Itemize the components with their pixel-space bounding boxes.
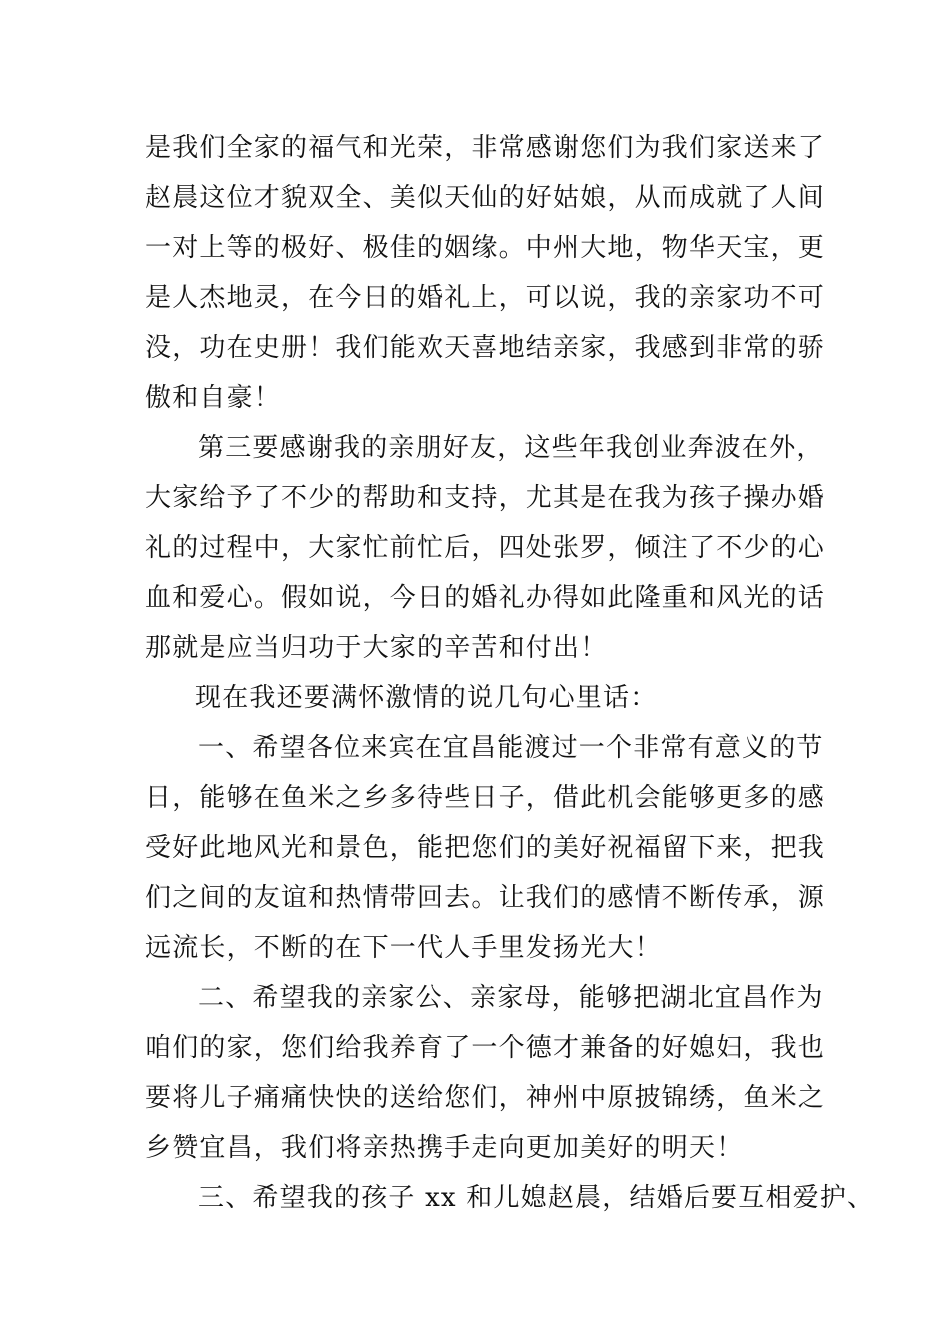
text-line: 血和爱心。假如说，今日的婚礼办得如此隆重和风光的话: [145, 583, 826, 613]
text-line: 受好此地风光和景色，能把您们的美好祝福留下来，把我: [145, 833, 826, 863]
text-line: 远流长，不断的在下一代人手里发扬光大！: [145, 933, 662, 963]
text-line: 傲和自豪！: [145, 383, 282, 413]
text-line: 要将儿子痛痛快快的送给您们，神州中原披锦绣，鱼米之: [145, 1083, 826, 1113]
paragraph-first-line: 第三要感谢我的亲朋好友，这些年我创业奔波在外，: [198, 433, 824, 463]
paragraph-first-line: 现在我还要满怀激情的说几句心里话：: [195, 683, 658, 713]
text-line: 是人杰地灵，在今日的婚礼上，可以说，我的亲家功不可: [145, 283, 826, 313]
paragraph-first-line: 三、希望我的孩子 xx 和儿媳赵晨，结婚后要互相爱护、: [198, 1183, 875, 1213]
text-line: 乡赞宜昌，我们将亲热携手走向更加美好的明天！: [145, 1133, 744, 1163]
text-line: 日，能够在鱼米之乡多待些日子，借此机会能够更多的感: [145, 783, 826, 813]
text-line: 赵晨这位才貌双全、美似天仙的好姑娘，从而成就了人间: [145, 183, 826, 213]
text-line: 是我们全家的福气和光荣，非常感谢您们为我们家送来了: [145, 133, 826, 163]
text-line: 们之间的友谊和热情带回去。让我们的感情不断传承，源: [145, 883, 826, 913]
text-line: 礼的过程中，大家忙前忙后，四处张罗，倾注了不少的心: [145, 533, 826, 563]
text-line: 一对上等的极好、极佳的姻缘。中州大地，物华天宝，更: [145, 233, 826, 263]
text-line: 没，功在史册！我们能欢天喜地结亲家，我感到非常的骄: [145, 333, 826, 363]
paragraph-first-line: 二、希望我的亲家公、亲家母，能够把湖北宜昌作为: [198, 983, 824, 1013]
text-line: 咱们的家，您们给我养育了一个德才兼备的好媳妇，我也: [145, 1033, 826, 1063]
paragraph-first-line: 一、希望各位来宾在宜昌能渡过一个非常有意义的节: [198, 733, 824, 763]
text-line: 那就是应当归功于大家的辛苦和付出！: [145, 633, 608, 663]
text-line: 大家给予了不少的帮助和支持，尤其是在我为孩子操办婚: [145, 483, 826, 513]
